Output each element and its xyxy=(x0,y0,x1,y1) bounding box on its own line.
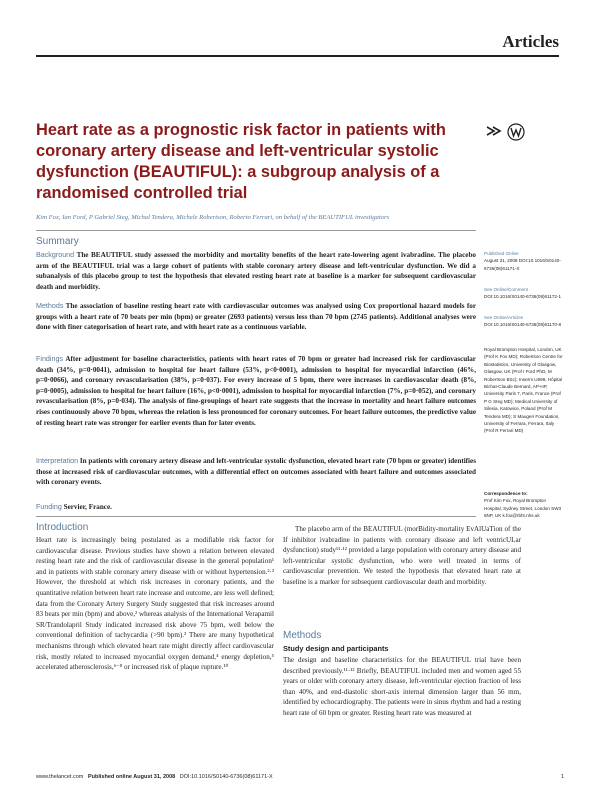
articles-label: See Online/Articles xyxy=(484,315,524,320)
abstract-text: The association of baseline resting heart rate with cardiovascular outcomes was analysed using Cox proportional hazard models for groups with a heart rate of 70 beats per min (bpm) or greater (2693 patients) versus less than 70 bpm (2745 patients). Additional analyses were done with finer categorisation of heart rate, and with heart rate as a continuous variable. xyxy=(36,302,476,332)
section-label: Articles xyxy=(502,32,559,51)
sidebar-comment[interactable] xyxy=(484,286,564,301)
w-seal-icon xyxy=(506,122,526,147)
footer-doi: DOI:10.1016/S0140-6736(08)61171-X xyxy=(179,774,273,780)
page-number: 1 xyxy=(560,774,564,780)
abstract-text: Servier, France. xyxy=(63,503,112,511)
footer-published: Published online August 31, 2008 xyxy=(87,774,176,780)
sidebar-affiliations: Royal Brompton Hospital, London, UK (Prof K Fox MD); Robertson Centre for Biostatistics, University of Glasgow, Glasgow, UK (Prof I Ford PhD, M Robertson BSc); Inserm U698, Hôpital Bichat-Claude Bernard, AP-HP, University Paris 7, Paris, France (Prof P G Steg MD); Medical University of Silesia, Katowice, Poland (Prof M Tendera MD); S Maugeri Foundation, University of Ferrara, Ferrara, Italy (Prof R Ferrari MD) xyxy=(484,347,563,434)
page-footer xyxy=(36,774,564,780)
comment-text: DOI:10.1016/S0140-6736(08)61172-1 xyxy=(484,294,562,300)
abstract-text: The BEAUTIFUL study assessed the morbidity and mortality benefits of the heart rate-lowering agent ivabradine. The placebo arm of the BEAUTIFUL trial was a large cohort of patients with stable coronary artery disease and left-ventricular dysfunction. We did a subanalysis of this placebo group to test the hypothesis that elevated resting heart rate at baseline is a marker for subsequent cardiovascular death and morbidity. xyxy=(36,251,476,291)
sidebar-articles[interactable] xyxy=(484,314,564,329)
col2-intro-text: The placebo arm of the BEAUTIFUL (morBidity-mortality EvAlUaTion of the If inhibitor ivabradine in patients with coronary disease and left ventricULar dysfunction) study¹¹·¹² provided a large population with coronary artery disease and left-ventricular systolic dysfunction, who were well treated in terms of cardiovascular prevention. We tested the hypothesis that elevated heart rate at baseline is a marker for subsequent cardiovascular death and morbidity. xyxy=(283,525,521,586)
abstract-funding xyxy=(36,502,476,513)
summary-heading: Summary xyxy=(36,236,79,247)
published-label: Published Online xyxy=(484,251,519,256)
abstract-label: Methods xyxy=(36,302,64,310)
divider xyxy=(36,516,476,517)
methods-text: The design and baseline characteristics for the BEAUTIFUL trial have been described previously.¹¹·¹² Briefly, BEAUTIFUL included men and women aged 55 years or older with coronary artery disease, left-ventricular ejection fraction of less than 40%, and end-diastolic short-axis internal dimension larger than 56 mm, identified by echocardiography. The patients were in sinus rhythm and had a resting heart rate of 60 bpm or greater. Resting heart rate was measured at xyxy=(283,656,521,717)
article-title: Heart rate as a prognostic risk factor in patients with coronary artery disease and left-ventricular systolic dysfunction (BEAUTIFUL): a subgroup analysis of a randomised controlled trial xyxy=(36,121,446,202)
abstract-text: In patients with coronary artery disease and left-ventricular systolic dysfunction, elevated heart rate (70 bpm or greater) identifies those at increased risk of cardiovascular outcomes, with a differential effect on outcomes associated with heart failure and outcomes associated with coronary events. xyxy=(36,457,476,487)
methods-heading: Methods xyxy=(283,630,322,641)
divider xyxy=(36,230,476,231)
abstract-label: Funding xyxy=(36,503,62,511)
published-text: August 31, 2008 DOI:10.1016/S0140-6736(08)61171-X xyxy=(484,258,561,271)
sidebar-published xyxy=(484,250,564,272)
abstract-background xyxy=(36,250,476,292)
arrows-logo-icon xyxy=(486,124,502,142)
intro-heading: Introduction xyxy=(36,522,89,533)
abstract-findings xyxy=(36,354,476,428)
abstract-interpretation xyxy=(36,456,476,488)
articles-text: DOI:10.1016/S0140-6736(08)61170-8 xyxy=(484,322,562,328)
methods-subheading: Study design and participants xyxy=(283,644,389,653)
correspondence-label: Correspondence to: xyxy=(484,491,528,496)
abstract-label: Findings xyxy=(36,355,63,363)
footer-site[interactable]: www.thelancet.com xyxy=(36,774,84,780)
intro-text: Heart rate is increasingly being postulated as a modifiable risk factor for cardiovascular disease. Previous studies have shown a relation between elevated resting heart rate and the risk of cardiovascular disease in the general population¹ and in patients with stable coronary artery disease with or without hypertension.²·³ However, the threshold at which risk increases in coronary patients, and the quantitative relation between heart rate increase and outcome, are less well defined; data from the Coronary Artery Surgery Study suggested that risk increases around 83 beats per min (bpm) and above,² whereas analysis of the International Verapamil SR/Trandolapril Study indicated increased risk above 75 bpm, well below the conventional definition of tachycardia (>90 bpm).³ There are many hypothetical mechanisms through which elevated heart rate might directly affect cardiovascular risk, mostly related to increased myocardial oxygen demand,⁴ energy depletion,⁵ accelerated atherosclerosis,⁶⁻⁸ or increased risk of plaque rupture.¹⁰ xyxy=(36,536,274,672)
abstract-label: Background xyxy=(36,251,75,259)
correspondence-text: Prof Kim Fox, Royal Brompton Hospital, Sydney Street, London SW3 6NP, UK k.fox@rbht.nhs.uk xyxy=(484,498,562,519)
sidebar-correspondence xyxy=(484,490,564,520)
abstract-methods xyxy=(36,301,476,333)
abstract-text: After adjustment for baseline characteristics, patients with heart rates of 70 bpm or greater had increased risk for cardiovascular death (34%, p=0·0041), admission to hospital for heart failure (53%, p<0·0001), admission to hospital for myocardial infarction (46%, p=0·0066), and coronary revascularisation (38%, p=0·037). For every increase of 5 bpm, there were increases in cardiovascular death (8%, p=0·0005), admission to hospital for heart failure (16%, p<0·0001), admission to hospital for myocardial infarction (7%, p=0·052), and coronary revascularisation (8%, p=0·034). The analysis of fine-groupings of heart rate suggests that the increase in mortality and heart failure outcomes rises continuously above 70 bpm, whereas the relation is less pronounced for coronary outcomes. For heart failure outcomes, the predictive value of resting heart rate was stronger for earlier events than for later events. xyxy=(36,355,476,427)
abstract-label: Interpretation xyxy=(36,457,79,465)
comment-label: See Online/Comment xyxy=(484,287,528,292)
author-list: Kim Fox, Ian Ford, P Gabriel Steg, Michal Tendera, Michele Robertson, Roberto Ferrari, on behalf of the BEAUTIFUL investigators xyxy=(36,214,390,221)
header-rule xyxy=(36,55,559,57)
